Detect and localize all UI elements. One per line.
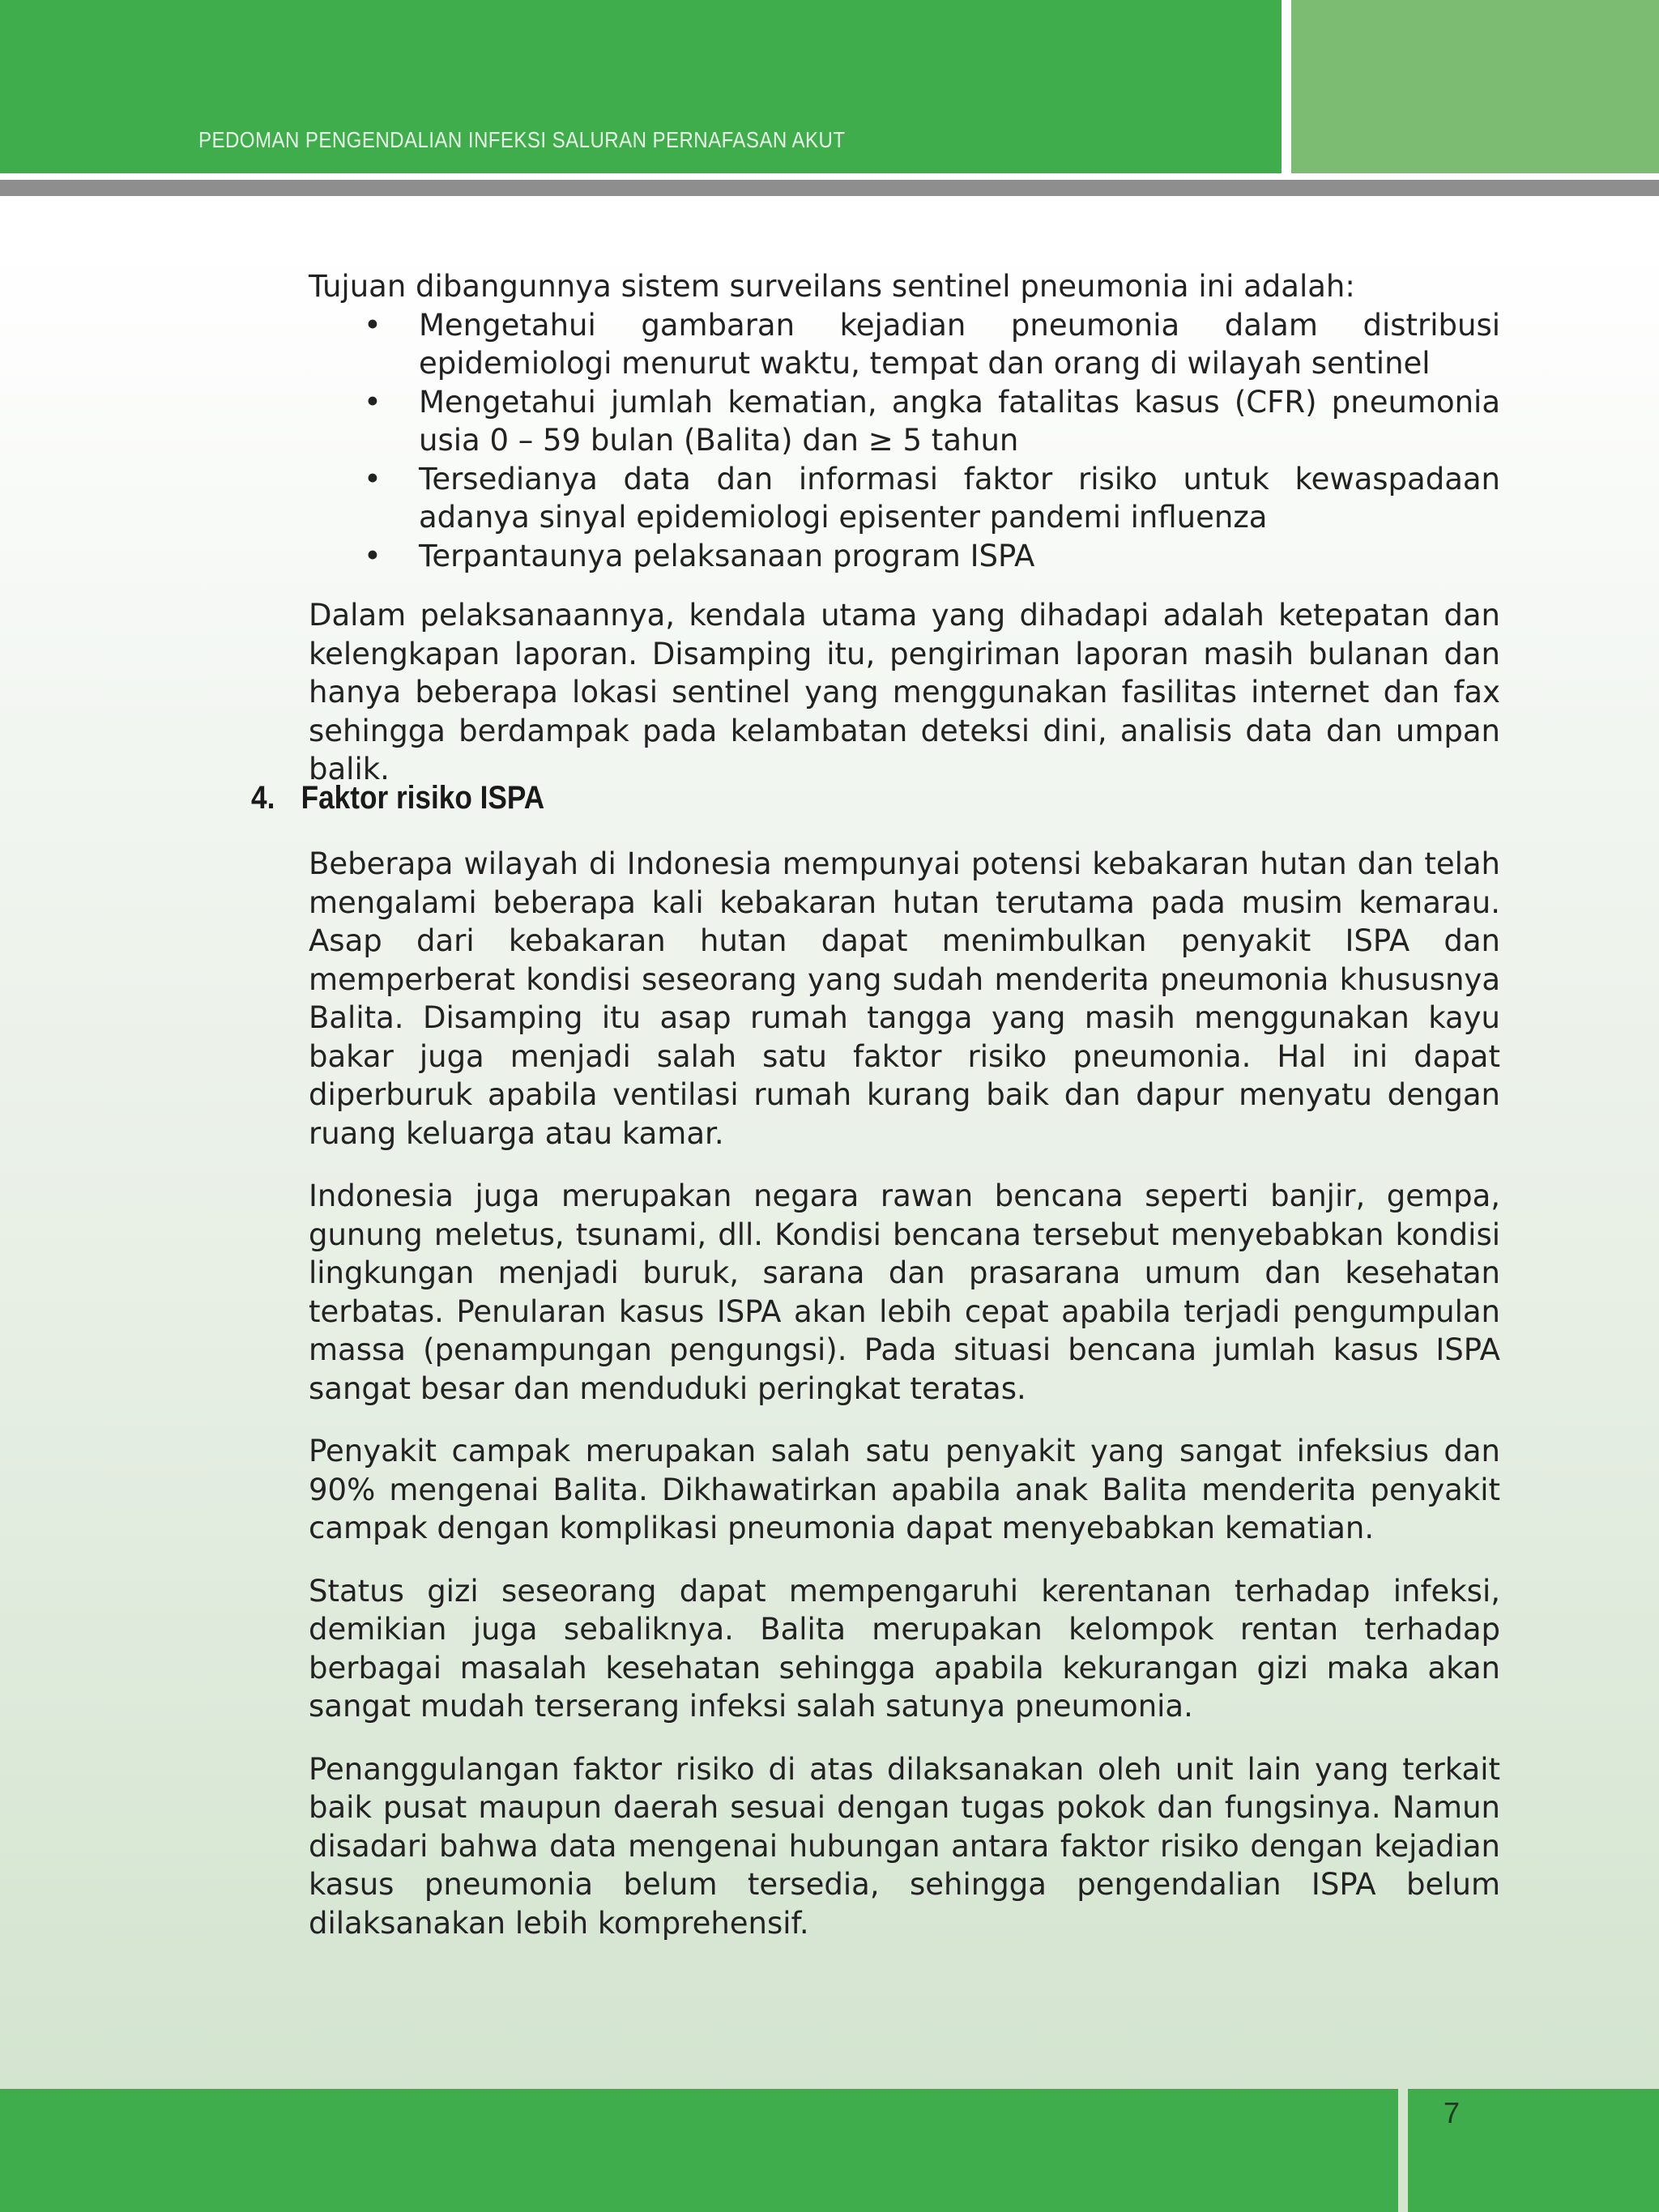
paragraph-constraints: Dalam pelaksanaannya, kendala utama yang dihadapi adalah ketepatan dan kelengkapan laporan. Disamping itu, pengiriman laporan masih bulanan dan hanya beberapa lokasi sentinel yang menggunakan fasilitas internet dan fax sehingga berdampak pada kelambatan deteksi dini, analisis data dan umpan balik. [309, 598, 1500, 786]
body-upper [309, 267, 1500, 789]
section-title: Faktor risiko ISPA [301, 780, 545, 816]
paragraph: Indonesia juga merupakan negara rawan bencana seperti banjir, gempa, gunung meletus, tsunami, dll. Kondisi bencana tersebut menyebabkan kondisi lingkungan menjadi buruk, sarana dan prasarana umum dan kesehatan terbatas. Penularan kasus ISPA akan lebih cepat apabila terjadi pengumpulan massa (penampungan pengungsi). Pada situasi bencana jumlah kasus ISPA sangat besar dan menduduki peringkat teratas. [309, 1178, 1500, 1406]
section-heading [251, 780, 544, 816]
footer-banner [0, 2089, 1398, 2212]
paragraph: Status gizi seseorang dapat mempengaruhi kerentanan terhadap infeksi, demikian juga sebaliknya. Balita merupakan kelompok rentan terhadap berbagai masalah kesehatan sehingga apabila kekurangan gizi maka akan sangat mudah terserang infeksi salah satunya pneumonia. [309, 1573, 1500, 1724]
list-item: • Mengetahui jumlah kematian, angka fatalitas kasus (CFR) pneumonia usia 0 – 59 bulan (Balita) dan ≥ 5 tahun [419, 383, 1500, 460]
header-divider [0, 180, 1659, 196]
page-number: 7 [1444, 2096, 1461, 2129]
section-number: 4. [251, 780, 275, 816]
paragraph: Penanggulangan faktor risiko di atas dilaksanakan oleh unit lain yang terkait baik pusat maupun daerah sesuai dengan tugas pokok dan fungsinya. Namun disadari bahwa data mengenai hubungan antara faktor risiko dengan kejadian kasus pneumonia belum tersedia, sehingga pengendalian ISPA belum dilaksanakan lebih komprehensif. [309, 1751, 1500, 1941]
list-item: • Mengetahui gambaran kejadian pneumonia dalam distribusi epidemiologi menurut waktu, tempat dan orang di wilayah sentinel [419, 306, 1500, 383]
paragraph: Beberapa wilayah di Indonesia mempunyai potensi kebakaran hutan dan telah mengalami beberapa kali kebakaran hutan terutama pada musim kemarau. Asap dari kebakaran hutan dapat menimbulkan penyakit ISPA dan memperberat kondisi seseorang yang sudah menderita pneumonia khususnya Balita. Disamping itu asap rumah tangga yang masih menggunakan kayu bakar juga menjadi salah satu faktor risiko pneumonia. Hal ini dapat diperburuk apabila ventilasi rumah kurang baik dan dapur menyatu dengan ruang keluarga atau kamar. [309, 846, 1500, 1151]
list-item: • Tersedianya data dan informasi faktor risiko untuk kewaspadaan adanya sinyal epidemiologi episenter pandemi influenza [419, 460, 1500, 537]
intro-text: Tujuan dibangunnya sistem surveilans sentinel pneumonia ini adalah: [309, 269, 1355, 304]
paragraph: Penyakit campak merupakan salah satu penyakit yang sangat infeksius dan 90% mengenai Balita. Dikhawatirkan apabila anak Balita menderita penyakit campak dengan komplikasi pneumonia dapat menyebabkan kematian. [309, 1434, 1500, 1545]
header-accent-block [1291, 0, 1659, 173]
objectives-list [309, 306, 1500, 576]
running-header-title: PEDOMAN PENGENDALIAN INFEKSI SALURAN PERNAFASAN AKUT [198, 127, 846, 152]
list-item: • Terpantaunya pelaksanaan program ISPA [419, 537, 1500, 576]
body-section-4 [309, 845, 1500, 1942]
